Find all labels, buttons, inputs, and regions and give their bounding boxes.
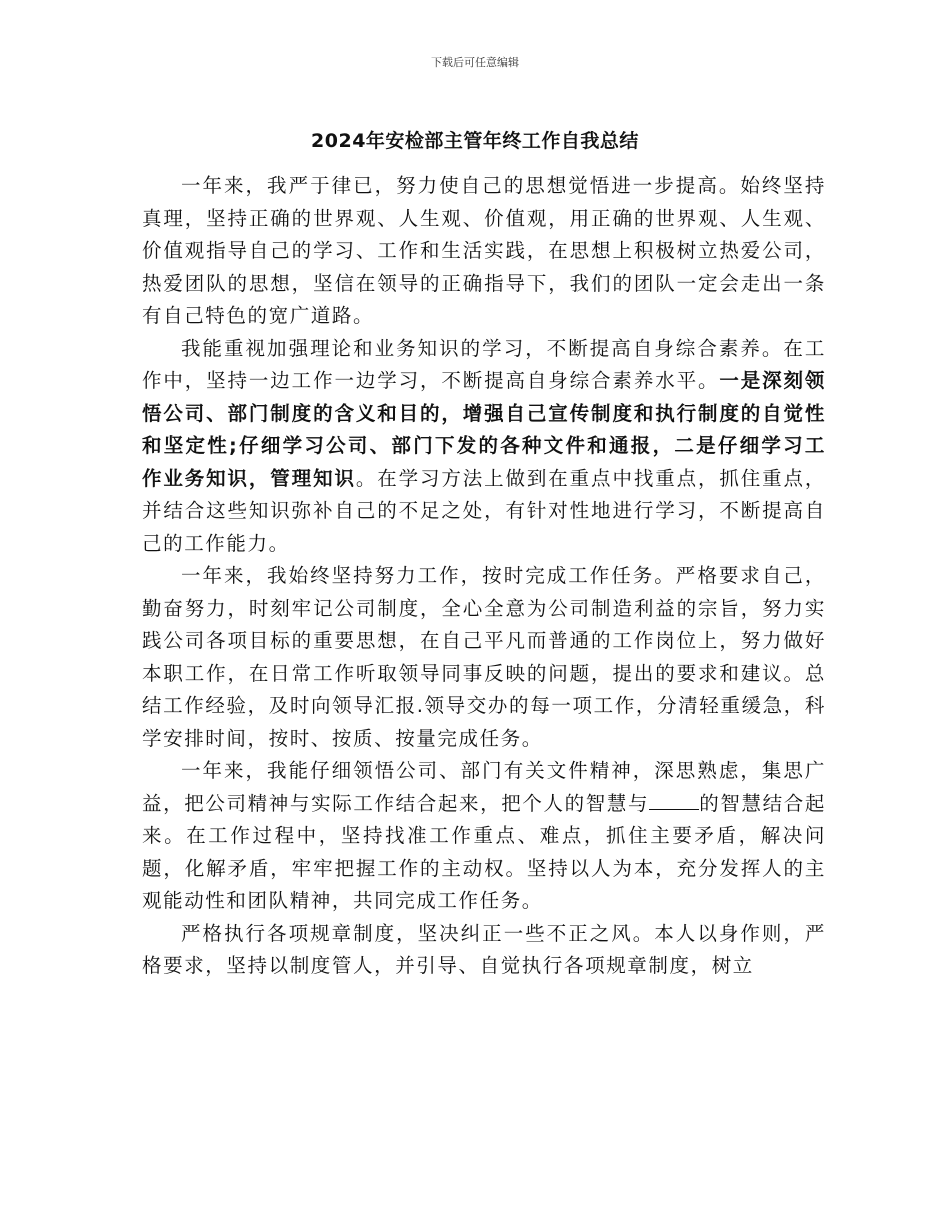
paragraph-5: 严格执行各项规章制度，坚决纠正一些不正之风。本人以身作则，严格要求，坚持以制度管人，并引导、自觉执行各项规章制度，树立 bbox=[142, 921, 826, 977]
paragraph-2-start: 我能重视加强理论和业务知识的学习，不断提高自身综合素养。在工作中，坚持一边工作一边学习，不断提高自身综合素养水平。 bbox=[142, 336, 826, 392]
paragraph-4 bbox=[142, 755, 826, 918]
paragraph-2 bbox=[142, 333, 826, 561]
paragraph-4-start: 一年来，我能仔细领悟公司、部门有关文件精神，深思熟虑，集思广益，把公司精神与实际工作结合起来，把个人的智慧与 bbox=[142, 759, 826, 815]
fill-in-blank bbox=[649, 791, 699, 810]
paragraph-1: 一年来，我严于律已，努力使自己的思想觉悟进一步提高。始终坚持真理，坚持正确的世界观、人生观、价值观，用正确的世界观、人生观、价值观指导自己的学习、工作和生活实践，在思想上积极树立热爱公司，热爱团队的思想，坚信在领导的正确指导下，我们的团队一定会走出一条有自己特色的宽广道路。 bbox=[142, 174, 826, 327]
paragraph-2-bold-text: 一是深刻领悟公司、部门制度的含义和目的，增强自己宣传制度和执行制度的自觉性和坚定性;仔细学习公司、部门下发的各种文件和通报，二是仔细学习工作业务知识，管理知识 bbox=[142, 369, 826, 490]
paragraph-2-end: 。在学习方法上做到在重点中找重点，抓住重点，并结合这些知识弥补自己的不足之处，有针对性地进行学习，不断提高自己的工作能力。 bbox=[142, 466, 826, 555]
paragraph-3: 一年来，我始终坚持努力工作，按时完成工作任务。严格要求自己，勤奋努力，时刻牢记公司制度，全心全意为公司制造利益的宗旨，努力实践公司各项目标的重要思想，在自己平凡而普通的工作岗位上，努力做好本职工作，在日常工作听取领导同事反映的问题，提出的要求和建议。总结工作经验，及时向领导汇报.领导交办的每一项工作，分清轻重缓急，科学安排时间，按时、按质、按量完成任务。 bbox=[142, 564, 826, 750]
paragraph-4-end: 的智慧结合起来。在工作过程中，坚持找准工作重点、难点，抓住主要矛盾，解决问题，化解矛盾，牢牢把握工作的主动权。坚持以人为本，充分发挥人的主观能动性和团队精神，共同完成工作任务。 bbox=[142, 791, 826, 912]
document-body bbox=[142, 170, 826, 983]
header-note: 下载后可任意编辑 bbox=[431, 56, 519, 69]
document-title: 2024年安检部主管年终工作自我总结 bbox=[311, 130, 639, 152]
